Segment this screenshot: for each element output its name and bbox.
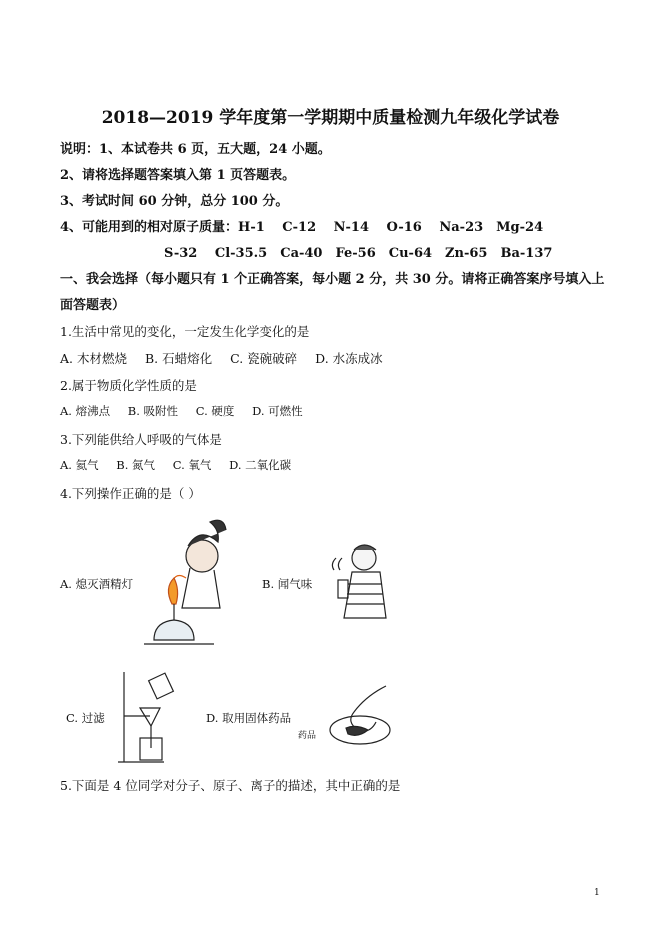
question-2-options [60, 403, 317, 419]
q2-option-d[interactable]: D. 可燃性 [252, 404, 303, 418]
q1-option-a[interactable]: A. 木材燃烧 [60, 351, 127, 366]
question-3-stem: 3.下列能供给人呼吸的气体是 [60, 432, 222, 447]
reagent-label: 药品 [298, 731, 317, 741]
q1-option-d[interactable]: D. 水冻成冰 [315, 351, 383, 366]
page-title: 2018—2019 学年度第一学期期中质量检测九年级化学试卷 [101, 108, 560, 128]
q4-option-c[interactable]: C. 过滤 [66, 711, 105, 725]
note-1: 说明：1、本试卷共 6 页，五大题，24 小题。 [60, 142, 331, 157]
question-3-options [60, 457, 305, 473]
question-5-stem: 5.下面是 4 位同学对分子、原子、离子的描述，其中正确的是 [60, 778, 401, 793]
q2-option-c[interactable]: C. 硬度 [195, 404, 235, 418]
q3-option-b[interactable]: B. 氮气 [116, 458, 156, 472]
q2-option-b[interactable]: B. 吸附性 [127, 404, 179, 418]
q4-option-a[interactable]: A. 熄灭酒精灯 [60, 577, 134, 591]
note-3: 3、考试时间 60 分钟，总分 100 分。 [60, 194, 289, 209]
alcohol-lamp-blowing-figure [140, 508, 230, 658]
note-4-atomic-masses-cont: S-32 Cl-35.5 Ca-40 Fe-56 Cu-64 Zn-65 Ba-137 [164, 246, 553, 261]
question-2-stem: 2.属于物质化学性质的是 [60, 378, 197, 393]
question-1-options [60, 349, 397, 367]
question-1-stem: 1.生活中常见的变化，一定发生化学变化的是 [60, 324, 310, 339]
note-4-atomic-masses: 4、可能用到的相对原子质量：H-1 C-12 N-14 O-16 Na-23 Mg-24 [60, 220, 544, 235]
q2-option-a[interactable]: A. 熔沸点 [60, 404, 111, 418]
q3-option-a[interactable]: A. 氦气 [60, 458, 99, 472]
q4-option-d[interactable]: D. 取用固体药品 [206, 711, 292, 725]
q3-option-d[interactable]: D. 二氧化碳 [229, 458, 292, 472]
note-2: 2、请将选择题答案填入第 1 页答题表。 [60, 168, 296, 183]
page-number: 1 [594, 888, 600, 898]
q4-option-b[interactable]: B. 闻气味 [262, 577, 313, 591]
q3-option-c[interactable]: C. 氧气 [172, 458, 212, 472]
smelling-odor-figure [330, 540, 392, 620]
q1-option-b[interactable]: B. 石蜡熔化 [144, 351, 213, 366]
q1-option-c[interactable]: C. 瓷碗破碎 [230, 351, 298, 366]
taking-solid-reagent-figure [296, 682, 392, 762]
section-1-heading-cont: 面答题表） [60, 298, 126, 313]
question-4-stem: 4.下列操作正确的是（ ） [60, 486, 201, 501]
section-1-heading: 一、我会选择（每小题只有 1 个正确答案，每小题 2 分，共 30 分。请将正确答案序号填入上 [60, 272, 605, 287]
filtration-figure [118, 668, 188, 768]
